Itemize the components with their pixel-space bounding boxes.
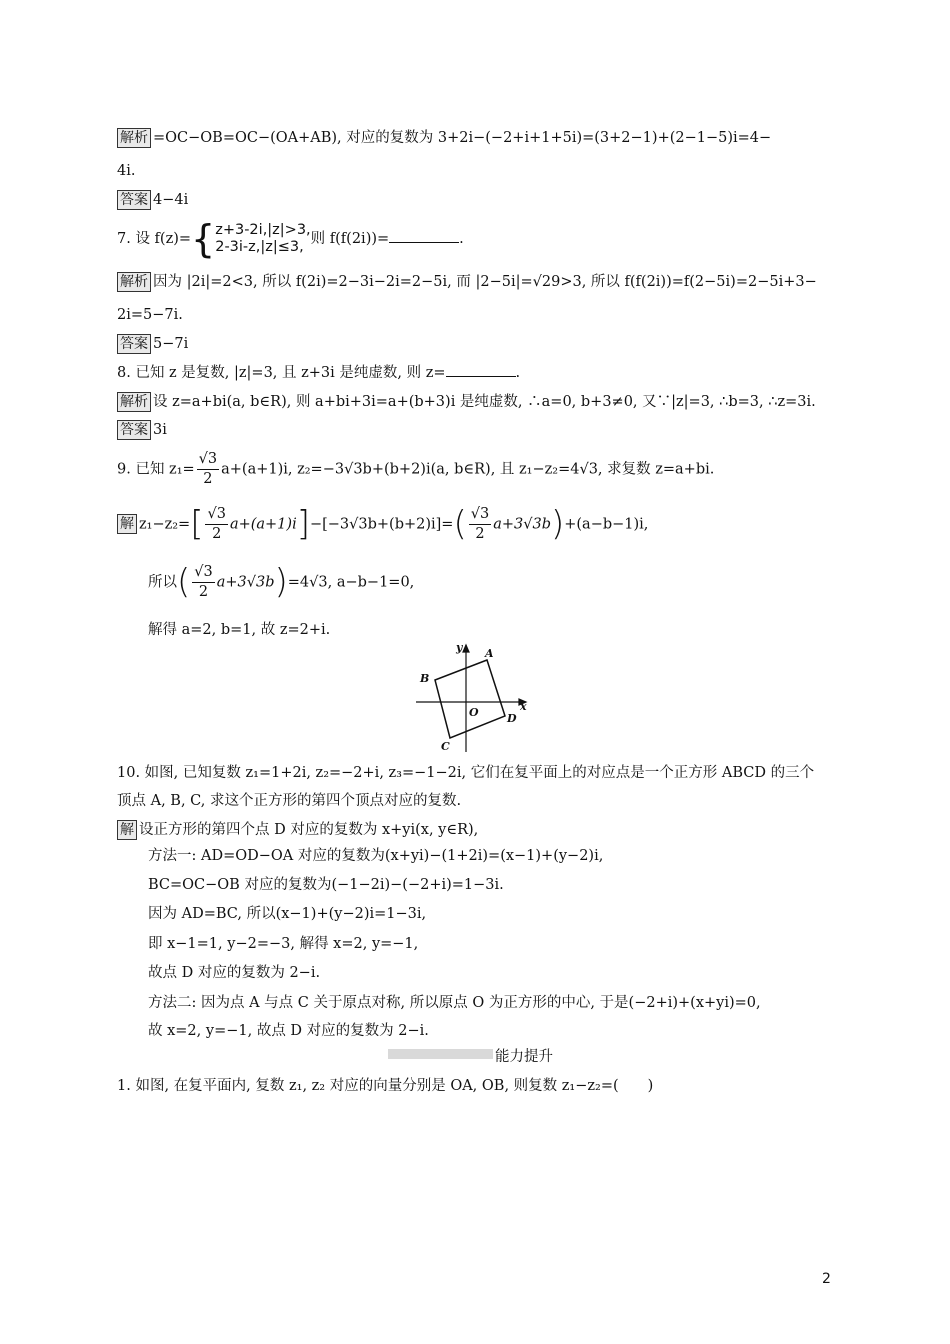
fraction-numerator: √3: [205, 505, 227, 525]
q9-sol2-c: =4√3, a−b−1=0,: [287, 574, 415, 591]
label-x: x: [520, 700, 527, 713]
paren-close: ): [550, 504, 565, 545]
q8-answer-value: 3i: [153, 422, 167, 438]
fraction-numerator: √3: [469, 505, 491, 525]
q9-stem-b: a+(a+1)i, z₂=−3√3b+(b+2)i(a, b∈R), 且 z₁−z₂=4√3, 求复数 z=a+bi.: [221, 461, 715, 478]
q9-solution-line2: [148, 563, 414, 602]
fraction: [205, 505, 227, 544]
paren-close: ): [274, 562, 288, 603]
q9-sol2-b: a+3√3b: [216, 574, 275, 591]
q7-answer: [117, 334, 188, 354]
q6-answer: [117, 190, 188, 210]
q7-stem: 7. 设 f(z)={ z+3-2i,|z|>3, 2-3i-z,|z|≤3, 则 f(f(2i))= .: [117, 217, 464, 261]
solution-tag: 解: [117, 820, 137, 840]
q10-sol1: 设正方形的第四个点 D 对应的复数为 x+yi(x, y∈R),: [139, 822, 479, 838]
q7-analysis-line2: 2i=5−7i.: [117, 307, 183, 323]
fraction-numerator: √3: [197, 450, 219, 470]
q8-analysis-text: 设 z=a+bi(a, b∈R), 则 a+bi+3i=a+(b+3)i 是纯虚数, ∴a=0, b+3≠0, 又∵|z|=3, ∴b=3, ∴z=3i.: [153, 394, 816, 410]
q7-stem-suffix: 则 f(f(2i))=: [310, 231, 390, 247]
q7-stem-prefix: 7. 设 f(z)=: [117, 231, 192, 247]
q9-sol1-a: z₁−z₂=: [139, 516, 191, 533]
q9-solution-line1: [117, 505, 648, 544]
analysis-tag: 解析: [117, 392, 151, 412]
answer-tag: 答案: [117, 420, 151, 440]
q10-solution-line2: 方法一: AD=OD−OA 对应的复数为(x+yi)−(1+2i)=(x−1)+(y−2)i,: [148, 848, 604, 864]
q8-answer: [117, 420, 167, 440]
q9-stem-a: 9. 已知 z₁=: [117, 461, 195, 478]
q6-answer-value: 4−4i: [153, 192, 189, 208]
fraction: [469, 505, 491, 544]
q9-sol1-d: a+3√3b: [493, 516, 551, 533]
q10-stem-line1: 10. 如图, 已知复数 z₁=1+2i, z₂=−2+i, z₃=−1−2i, 它们在复平面上的对应点是一个正方形 ABCD 的三个: [117, 765, 815, 781]
q9-sol1-c: −[−3√3b+(b+2)i]=: [309, 516, 454, 533]
fraction: [197, 450, 219, 489]
square-abcd-figure: [416, 640, 536, 755]
q6-analysis-line2: 4i.: [117, 163, 136, 179]
q9-sol2-a: 所以: [148, 574, 177, 591]
brace-symbol: {: [191, 217, 216, 261]
section-title-bar: [388, 1049, 493, 1059]
q7-analysis-text: 因为 |2i|=2<3, 所以 f(2i)=2−3i−2i=2−5i, 而 |2−5i|=√29>3, 所以 f(f(2i))=f(2−5i)=2−5i+3−: [153, 274, 817, 290]
q9-sol1-b: a+(a+1)i: [229, 516, 297, 533]
fraction-denominator: 2: [475, 525, 485, 542]
q7-analysis-line1: [117, 272, 817, 292]
q10-solution-line3: BC=OC−OB 对应的复数为(−1−2i)−(−2+i)=1−3i.: [148, 877, 504, 893]
bracket-close: ]: [296, 504, 310, 545]
paren-open: (: [177, 562, 191, 603]
label-d: D: [507, 712, 517, 725]
fraction-numerator: √3: [192, 563, 214, 583]
page-number: 2: [822, 1271, 831, 1287]
q6-analysis-text: =OC−OB=OC−(OA+AB), 对应的复数为 3+2i−(−2+i+1+5i)=(3+2−1)+(2−1−5)i=4−: [153, 130, 772, 146]
section-title: 能力提升: [495, 1049, 553, 1065]
q7-case-1: z+3-2i,|z|>3,: [215, 221, 311, 238]
analysis-tag: 解析: [117, 272, 151, 292]
answer-blank: [389, 230, 459, 243]
label-y: y: [456, 641, 463, 654]
label-b: B: [420, 672, 430, 685]
q8-analysis: [117, 392, 816, 412]
q8-stem: 8. 已知 z 是复数, |z|=3, 且 z+3i 是纯虚数, 则 z= .: [117, 365, 521, 381]
q9-solution-line3: 解得 a=2, b=1, 故 z=2+i.: [148, 622, 331, 638]
q10-solution-line5: 即 x−1=1, y−2=−3, 解得 x=2, y=−1,: [148, 936, 419, 952]
q9-stem: [117, 450, 714, 489]
bracket-open: [: [190, 504, 204, 545]
y-axis-arrow: [463, 645, 469, 652]
q6-analysis-line1: [117, 128, 771, 148]
answer-tag: 答案: [117, 190, 151, 210]
q10-solution-line4: 因为 AD=BC, 所以(x−1)+(y−2)i=1−3i,: [148, 906, 427, 922]
q10-stem-line2: 顶点 A, B, C, 求这个正方形的第四个顶点对应的复数.: [117, 793, 462, 809]
fraction: [192, 563, 214, 602]
label-a: A: [485, 647, 494, 660]
fraction-denominator: 2: [203, 470, 213, 487]
q7-case-2: 2-3i-z,|z|≤3,: [215, 239, 304, 255]
fraction-denominator: 2: [212, 525, 222, 542]
answer-blank: [446, 364, 516, 377]
paren-open: (: [453, 504, 467, 545]
q10-solution-line1: [117, 820, 478, 840]
q8-stem-text: 8. 已知 z 是复数, |z|=3, 且 z+3i 是纯虚数, 则 z=: [117, 365, 446, 381]
q10-solution-line8: 故 x=2, y=−1, 故点 D 对应的复数为 2−i.: [148, 1023, 429, 1039]
answer-tag: 答案: [117, 334, 151, 354]
fraction-denominator: 2: [198, 583, 209, 600]
q7-answer-value: 5−7i: [153, 336, 189, 352]
p1-stem: 1. 如图, 在复平面内, 复数 z₁, z₂ 对应的向量分别是 OA, OB, 则复数 z₁−z₂=( ): [117, 1078, 654, 1094]
label-o: O: [469, 706, 479, 719]
q10-solution-line6: 故点 D 对应的复数为 2−i.: [148, 965, 321, 981]
solution-tag: 解: [117, 514, 137, 534]
q10-solution-line7: 方法二: 因为点 A 与点 C 关于原点对称, 所以原点 O 为正方形的中心, 于是(−2+i)+(x+yi)=0,: [148, 995, 761, 1011]
q7-cases: [215, 222, 310, 257]
label-c: C: [441, 740, 450, 753]
square-abcd: [435, 660, 505, 738]
analysis-tag: 解析: [117, 128, 151, 148]
q9-sol1-e: +(a−b−1)i,: [564, 516, 649, 533]
